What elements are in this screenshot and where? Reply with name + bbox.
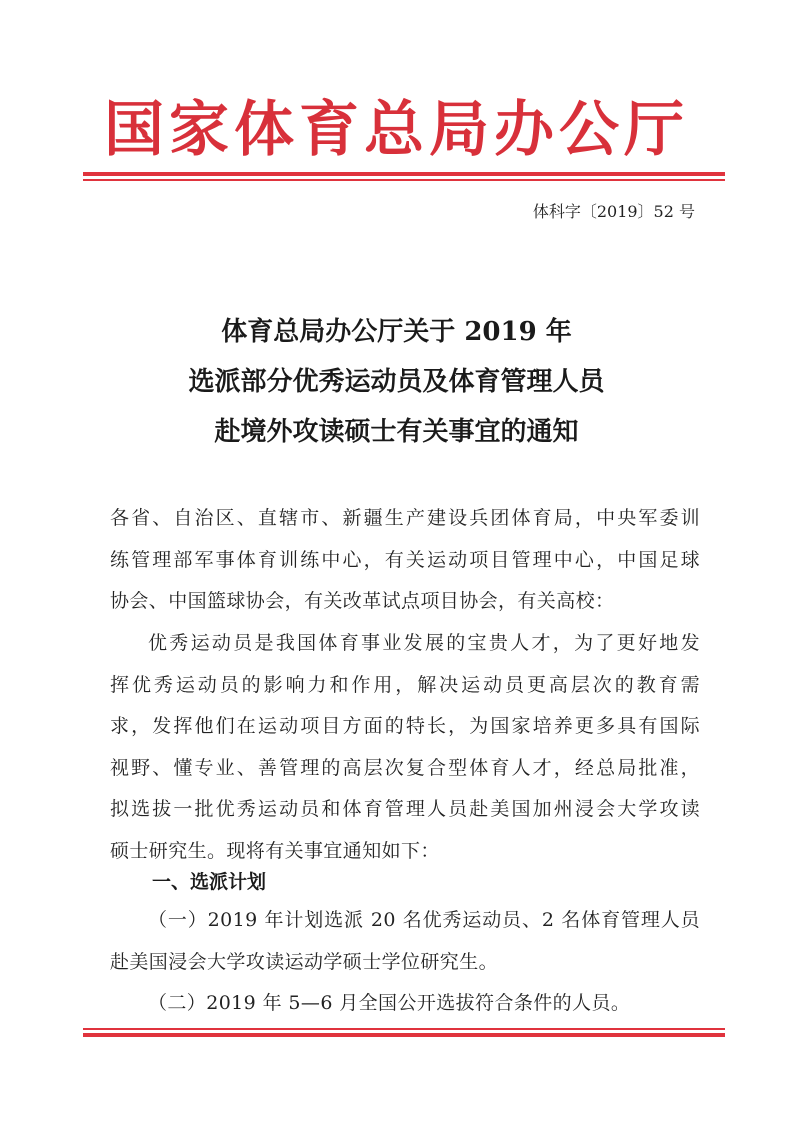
addressees-line: 协会、中国篮球协会，有关改革试点项目协会，有关高校： <box>110 590 615 612</box>
notice-title-line-1: 体育总局办公厅关于 2019 年 <box>221 317 572 347</box>
addressees-line: 各省、自治区、直辖市、新疆生产建设兵团体育局，中央军委训 <box>110 507 700 529</box>
intro-line: 拟选拔一批优秀运动员和体育管理人员赴美国加州浸会大学攻读 <box>110 798 700 820</box>
plan-item-2 <box>110 983 700 1025</box>
plan-item-2-line: （二）2019 年 5—6 月全国公开选拔符合条件的人员。 <box>148 992 631 1014</box>
intro-line: 优秀运动员是我国体育事业发展的宝贵人才，为了更好地发 <box>148 632 700 654</box>
intro-line: 求，发挥他们在运动项目方面的特长，为国家培养更多具有国际 <box>110 715 700 737</box>
intro-paragraph <box>110 623 700 872</box>
masthead-title: 国家体育总局办公厅 <box>104 95 689 165</box>
masthead-divider <box>83 172 725 181</box>
notice-title-line-2: 选派部分优秀运动员及体育管理人员 <box>188 367 605 397</box>
notice-title-line-3: 赴境外攻读硕士有关事宜的通知 <box>214 417 579 447</box>
intro-line: 硕士研究生。现将有关事宜通知如下： <box>110 839 440 862</box>
intro-line: 视野、懂专业、善管理的高层次复合型体育人才，经总局批准， <box>110 756 700 779</box>
divider-thin-line <box>83 1028 725 1030</box>
intro-line: 挥优秀运动员的影响力和作用，解决运动员更高层次的教育需 <box>110 673 700 696</box>
addressees-paragraph <box>110 498 700 623</box>
addressees-line: 练管理部军事体育训练中心，有关运动项目管理中心，中国足球 <box>110 548 700 571</box>
plan-item-1-line: （一）2019 年计划选派 20 名优秀运动员、2 名体育管理人员 <box>148 909 700 931</box>
plan-item-1-line: 赴美国浸会大学攻读运动学硕士学位研究生。 <box>110 950 499 973</box>
divider-thick-line <box>83 1033 725 1037</box>
divider-thin-line <box>83 179 725 181</box>
divider-thick-line <box>83 172 725 176</box>
plan-item-1 <box>110 900 700 983</box>
footer-divider <box>83 1028 725 1037</box>
document-number: 体科字〔2019〕52 号 <box>532 202 695 221</box>
section-heading-selection-plan: 一、选派计划 <box>152 871 267 893</box>
